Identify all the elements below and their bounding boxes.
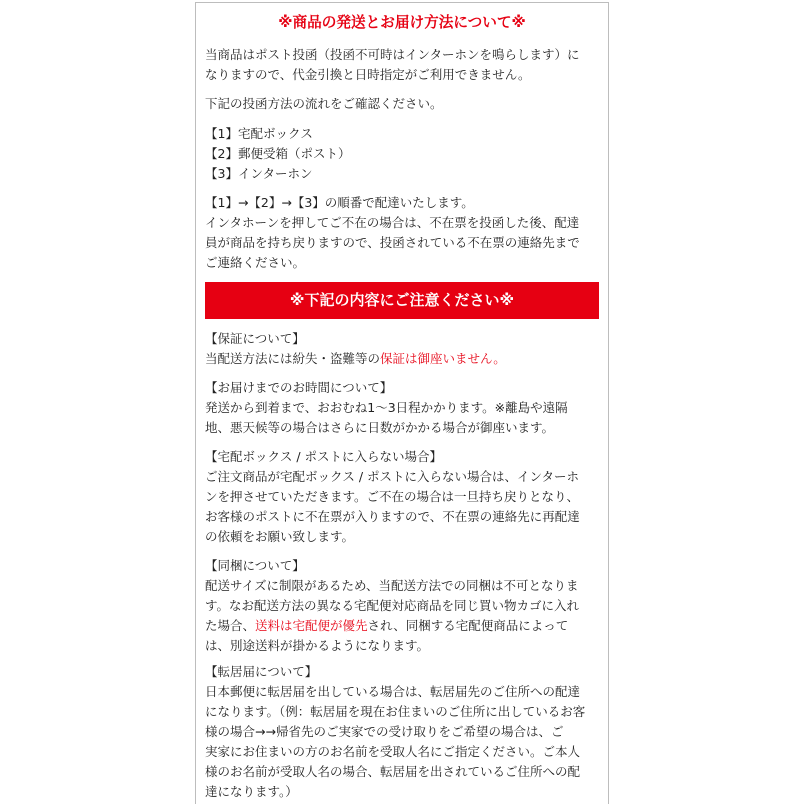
moving-line-5: 様のお名前が受取人名の場合、転居届を出されているご住所への配 bbox=[205, 764, 581, 779]
flow-heading: 下記の投函方法の流れをご確認ください。 bbox=[205, 96, 443, 111]
guarantee-text-normal: 当配送方法には紛失・盗難等の bbox=[205, 351, 381, 366]
delivery-time-line-2: 地、悪天候等の場合はさらに日数がかかる場合が御座います。 bbox=[205, 420, 555, 435]
page-title: ※商品の発送とお届け方法について※ bbox=[278, 14, 526, 31]
moving-heading: 【転居届について】 bbox=[205, 664, 318, 679]
notice-banner: ※下記の内容にご注意ください※ bbox=[205, 282, 599, 319]
delivery-order-line-3: 員が商品を持ち戻りますので、投函されている不在票の連絡先まで bbox=[205, 235, 580, 250]
not-fit-line-4: の依頼をお願い致します。 bbox=[205, 529, 355, 544]
bundling-line-3 bbox=[205, 616, 568, 636]
moving-line-3: 様の場合→→帰省先のご実家での受け取りをご希望の場合は、ご bbox=[205, 724, 564, 739]
bundling-line-2: す。なお配送方法の異なる宅配便対応商品を同じ買い物カゴに入れ bbox=[205, 598, 580, 613]
intro-line-1: 当商品はポスト投函（投函不可時はインターホンを鳴らします）に bbox=[205, 47, 580, 62]
moving-line-6: 達になります。） bbox=[205, 784, 298, 799]
moving-line-2: になります。（例：転居届を現在お住まいのご住所に出しているお客 bbox=[205, 704, 586, 719]
guarantee-text bbox=[205, 349, 506, 369]
bundling-line-4: は、別途送料が掛かるようになります。 bbox=[205, 638, 430, 653]
not-fit-line-2: ンを押させていただきます。ご不在の場合は一旦持ち戻りとなり、 bbox=[205, 489, 580, 504]
delivery-time-heading: 【お届けまでのお時間について】 bbox=[205, 380, 393, 395]
step-item-3: 【3】インターホン bbox=[205, 166, 313, 181]
not-fit-line-3: お客様のポストに不在票が入りますので、不在票の連絡先に再配達 bbox=[205, 509, 580, 524]
intro-line-2: なりますので、代金引換と日時指定がご利用できません。 bbox=[205, 67, 531, 82]
bundling-line-1: 配送サイズに制限があるため、当配送方法での同梱は不可となりま bbox=[205, 578, 579, 593]
not-fit-line-1: ご注文商品が宅配ボックス / ポストに入らない場合は、インターホ bbox=[205, 469, 580, 484]
moving-line-4: 実家にお住まいの方のお名前を受取人名にご指定ください。ご本人 bbox=[205, 744, 581, 759]
not-fit-heading: 【宅配ボックス / ポストに入らない場合】 bbox=[205, 449, 443, 464]
step-item-1: 【1】宅配ボックス bbox=[205, 126, 313, 141]
delivery-order-line-1: 【1】→【2】→【3】の順番で配達いたします。 bbox=[205, 195, 474, 210]
delivery-order-line-4: ご連絡ください。 bbox=[205, 255, 306, 270]
step-item-2: 【2】郵便受箱（ポスト） bbox=[205, 146, 351, 161]
bundling-line-3-start: た場合、 bbox=[205, 618, 256, 633]
bundling-shipping-priority: 送料は宅配便が優先 bbox=[255, 618, 368, 633]
delivery-time-line-1: 発送から到着まで、おおむね1～3日程かかります。※離島や遠隔 bbox=[205, 400, 568, 415]
moving-line-1: 日本郵便に転居届を出している場合は、転居届先のご住所への配達 bbox=[205, 684, 581, 699]
bundling-heading: 【同梱について】 bbox=[205, 558, 305, 573]
bundling-line-3-end: され、同梱する宅配便商品によって bbox=[367, 618, 569, 633]
delivery-order-line-2: インタホーンを押してご不在の場合は、不在票を投函した後、配達 bbox=[205, 215, 580, 230]
guarantee-text-warning: 保証は御座いません。 bbox=[380, 351, 506, 366]
shipping-info-panel bbox=[195, 2, 609, 804]
guarantee-heading: 【保証について】 bbox=[205, 331, 305, 346]
